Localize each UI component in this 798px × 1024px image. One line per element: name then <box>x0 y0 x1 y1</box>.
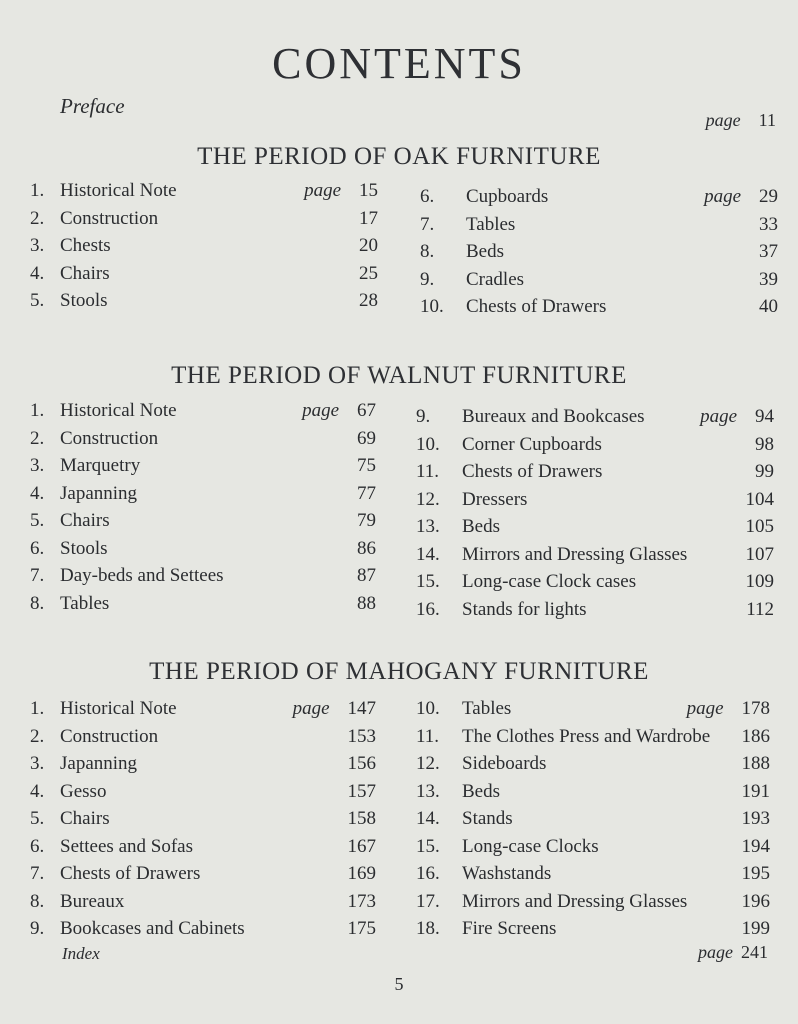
entry-page-number: 193 <box>741 808 770 829</box>
entry-page-number: 112 <box>746 598 774 620</box>
entry-number: 6. <box>30 835 45 857</box>
entry-page-number: 40 <box>759 296 778 317</box>
entry-title: Chests of Drawers <box>462 461 603 482</box>
entry-page-number: 158 <box>347 808 376 829</box>
toc-entry <box>420 269 778 295</box>
toc-entry <box>30 891 376 917</box>
entry-title: Fire Screens <box>462 918 557 939</box>
entry-title: Historical Note <box>60 400 177 421</box>
entry-page-number: 199 <box>741 918 770 939</box>
entry-page <box>742 726 771 748</box>
entry-number: 4. <box>30 780 45 802</box>
entry-page <box>357 538 376 560</box>
entry-title: Stools <box>60 290 108 311</box>
entry-number: 6. <box>420 186 435 207</box>
entry-page <box>746 599 774 621</box>
toc-entry <box>30 180 378 206</box>
entry-page-number: 191 <box>741 780 770 802</box>
entry-number: 3. <box>30 235 45 256</box>
entry-number: 16. <box>416 863 440 884</box>
entry-page-number: 156 <box>347 753 376 774</box>
entry-page-number: 39 <box>759 268 778 290</box>
entry-page-number: 86 <box>357 537 376 559</box>
entry-page <box>742 891 771 913</box>
index-page-word: page <box>698 942 733 962</box>
entry-number: 2. <box>30 427 45 449</box>
entry-page <box>687 698 770 720</box>
entry-page <box>704 186 778 208</box>
entry-title: Long-case Clocks <box>462 835 599 857</box>
entry-number: 11. <box>416 725 440 747</box>
entry-page <box>359 290 378 312</box>
entry-number: 4. <box>30 482 45 504</box>
entry-title: Cradles <box>466 268 525 290</box>
entry-title: Stools <box>60 537 108 559</box>
entry-number: 12. <box>416 753 440 774</box>
entry-title: Japanning <box>60 753 138 774</box>
entry-number: 9. <box>416 406 431 427</box>
entry-page-number: 88 <box>357 592 376 614</box>
entry-page-number: 195 <box>741 863 770 884</box>
entry-page <box>348 726 377 748</box>
toc-entry <box>416 406 774 432</box>
entry-page-number: 20 <box>359 235 378 256</box>
entry-number: 3. <box>30 753 45 774</box>
toc-entry <box>416 516 774 542</box>
entry-title: Chairs <box>60 510 110 531</box>
toc-entry <box>30 208 378 234</box>
preface-page <box>706 110 776 131</box>
entry-title: Chairs <box>60 262 110 284</box>
entry-page-word: page <box>686 698 724 719</box>
toc-entry <box>30 455 376 481</box>
entry-number: 17. <box>416 890 440 912</box>
entry-page-number: 175 <box>347 918 376 939</box>
entry-title: Tables <box>462 698 512 719</box>
entry-page <box>359 208 378 230</box>
entry-page <box>755 434 774 456</box>
entry-page <box>742 753 771 775</box>
toc-entry <box>416 863 770 889</box>
entry-number: 12. <box>416 488 440 510</box>
entry-page <box>357 565 376 587</box>
toc-entry <box>30 781 376 807</box>
entry-number: 5. <box>30 290 45 311</box>
entry-page-number: 194 <box>741 835 770 857</box>
entry-page-number: 178 <box>741 698 770 719</box>
preface-label: Preface <box>60 94 125 118</box>
entry-title: Chairs <box>60 808 110 829</box>
entry-number: 7. <box>30 863 45 884</box>
index-page <box>698 942 768 963</box>
toc-entry <box>30 593 376 619</box>
entry-page <box>302 400 376 422</box>
entry-number: 1. <box>30 180 45 201</box>
entry-page-number: 17 <box>359 207 378 229</box>
toc-entry <box>30 483 376 509</box>
entry-title: Stands <box>462 808 513 829</box>
entry-number: 14. <box>416 543 440 565</box>
entry-page <box>348 863 377 885</box>
entry-page-number: 196 <box>741 890 770 912</box>
entry-title: Tables <box>60 592 110 614</box>
entry-number: 15. <box>416 835 440 857</box>
entry-page <box>348 891 377 913</box>
preface-page-word: page <box>705 110 741 130</box>
entry-number: 9. <box>420 268 435 290</box>
entry-page <box>348 753 377 775</box>
entry-page-word: page <box>292 698 330 719</box>
preface-page-number: 11 <box>758 110 776 130</box>
entry-page-number: 67 <box>357 400 376 421</box>
toc-entry <box>30 263 378 289</box>
entry-page <box>746 544 775 566</box>
entry-number: 5. <box>30 808 45 829</box>
toc-entry <box>30 753 376 779</box>
entry-page-number: 69 <box>357 427 376 449</box>
entry-page <box>348 808 377 830</box>
entry-page-number: 87 <box>357 565 376 586</box>
entry-page <box>742 836 771 858</box>
entry-page-number: 105 <box>745 516 774 537</box>
entry-number: 3. <box>30 455 45 476</box>
entry-page <box>357 510 376 532</box>
toc-entry <box>30 726 376 752</box>
entry-title: Japanning <box>60 482 138 504</box>
toc-entry <box>416 753 770 779</box>
entry-page-number: 33 <box>759 213 778 235</box>
index-label: Index <box>62 944 100 963</box>
toc-entry <box>416 781 770 807</box>
entry-page-word: page <box>302 400 339 421</box>
entry-page <box>357 455 376 477</box>
entry-title: Construction <box>60 427 159 449</box>
toc-entry <box>420 241 778 267</box>
entry-page <box>746 516 775 538</box>
entry-title: Marquetry <box>60 455 141 476</box>
toc-entry <box>30 428 376 454</box>
entry-number: 16. <box>416 598 440 620</box>
entry-page-number: 79 <box>357 510 376 531</box>
entry-page-number: 167 <box>347 835 376 857</box>
toc-entry <box>30 565 376 591</box>
toc-entry <box>30 918 376 944</box>
entry-page-number: 29 <box>759 186 778 207</box>
entry-page <box>759 241 778 263</box>
toc-entry <box>416 836 770 862</box>
toc-entry <box>416 571 774 597</box>
entry-page-number: 173 <box>347 890 376 912</box>
entry-page-number: 153 <box>347 725 376 747</box>
toc-entry <box>420 186 778 212</box>
entry-title: Mirrors and Dressing Glasses <box>462 890 688 912</box>
entry-page <box>759 269 778 291</box>
toc-entry <box>416 918 770 944</box>
entry-page <box>759 296 778 318</box>
toc-entry <box>30 510 376 536</box>
entry-title: Long-case Clock cases <box>462 571 637 592</box>
entry-title: Mirrors and Dressing Glasses <box>462 543 688 565</box>
entry-page-word: page <box>304 180 341 201</box>
entry-title: Beds <box>466 241 504 262</box>
entry-page <box>357 483 376 505</box>
section-title-walnut: THE PERIOD OF WALNUT FURNITURE <box>171 362 627 389</box>
entry-title: Cupboards <box>466 186 549 207</box>
section-title-mahogany: THE PERIOD OF MAHOGANY FURNITURE <box>149 658 649 685</box>
entry-title: Bureaux and Bookcases <box>462 406 645 427</box>
entry-title: Corner Cupboards <box>462 433 602 455</box>
entry-page <box>700 406 774 428</box>
toc-entry <box>416 599 774 625</box>
entry-page-number: 186 <box>741 725 770 747</box>
entry-title: Chests <box>60 235 111 256</box>
entry-title: The Clothes Press and Wardrobe <box>462 725 711 747</box>
entry-number: 7. <box>30 565 45 586</box>
entry-title: Day-beds and Settees <box>60 565 224 586</box>
entry-title: Chests of Drawers <box>60 863 201 884</box>
entry-number: 7. <box>420 213 435 235</box>
entry-title: Bookcases and Cabinets <box>60 918 245 939</box>
entry-number: 9. <box>30 918 45 939</box>
entry-page <box>742 863 771 885</box>
entry-number: 11. <box>416 461 440 482</box>
entry-page-number: 37 <box>759 241 778 262</box>
entry-page-number: 188 <box>741 753 770 774</box>
entry-page-number: 99 <box>755 461 774 482</box>
entry-page-number: 147 <box>347 698 376 719</box>
entry-number: 10. <box>416 698 440 719</box>
toc-entry <box>416 434 774 460</box>
entry-page <box>742 918 771 940</box>
entry-page-number: 98 <box>755 433 774 455</box>
toc-entry <box>416 808 770 834</box>
entry-page-number: 77 <box>357 482 376 504</box>
toc-entry <box>416 698 770 724</box>
toc-entry <box>420 214 778 240</box>
toc-entry <box>30 235 378 261</box>
entry-page <box>357 428 376 450</box>
entry-title: Tables <box>466 213 516 235</box>
entry-number: 10. <box>420 296 444 317</box>
entry-page <box>759 214 778 236</box>
toc-entry <box>416 891 770 917</box>
toc-entry <box>416 489 774 515</box>
entry-title: Beds <box>462 516 500 537</box>
entry-number: 10. <box>416 433 440 455</box>
entry-number: 8. <box>30 592 45 614</box>
entry-page <box>359 263 378 285</box>
entry-page-number: 94 <box>755 406 774 427</box>
entry-page-number: 169 <box>347 863 376 884</box>
toc-entry <box>416 726 770 752</box>
entry-title: Construction <box>60 207 159 229</box>
entry-page <box>348 918 377 940</box>
entry-number: 18. <box>416 918 440 939</box>
toc-entry <box>30 400 376 426</box>
toc-entry <box>30 863 376 889</box>
entry-page-number: 104 <box>745 488 774 510</box>
entry-title: Chests of Drawers <box>466 296 607 317</box>
entry-number: 5. <box>30 510 45 531</box>
entry-page <box>742 808 771 830</box>
toc-entry <box>30 836 376 862</box>
toc-entry <box>416 461 774 487</box>
entry-page-number: 107 <box>745 543 774 565</box>
entry-page <box>357 593 376 615</box>
entry-number: 2. <box>30 207 45 229</box>
entry-number: 13. <box>416 780 440 802</box>
entry-title: Settees and Sofas <box>60 835 193 857</box>
entry-page-number: 75 <box>357 455 376 476</box>
entry-number: 15. <box>416 571 440 592</box>
entry-number: 1. <box>30 400 45 421</box>
section-title-oak: THE PERIOD OF OAK FURNITURE <box>197 143 601 170</box>
entry-title: Historical Note <box>60 698 177 719</box>
entry-page <box>746 571 775 593</box>
entry-page-word: page <box>704 186 741 207</box>
entry-page-number: 109 <box>745 571 774 592</box>
entry-page <box>293 698 376 720</box>
entry-title: Stands for lights <box>462 598 587 620</box>
entry-page <box>755 461 774 483</box>
toc-entry <box>416 544 774 570</box>
entry-page-number: 28 <box>359 290 378 311</box>
entry-number: 2. <box>30 725 45 747</box>
toc-entry <box>420 296 778 322</box>
toc-entry <box>30 538 376 564</box>
index-page-number: 241 <box>741 942 768 962</box>
entry-number: 4. <box>30 262 45 284</box>
entry-number: 1. <box>30 698 45 719</box>
entry-number: 14. <box>416 808 440 829</box>
entry-title: Bureaux <box>60 890 125 912</box>
entry-number: 13. <box>416 516 440 537</box>
entry-page-number: 15 <box>359 180 378 201</box>
entry-page <box>742 781 771 803</box>
toc-entry <box>30 290 378 316</box>
toc-entry <box>30 698 376 724</box>
entry-number: 8. <box>420 241 435 262</box>
entry-title: Construction <box>60 725 159 747</box>
entry-page <box>348 836 377 858</box>
entry-title: Historical Note <box>60 180 177 201</box>
entry-page <box>304 180 378 202</box>
entry-title: Beds <box>462 780 500 802</box>
entry-number: 6. <box>30 537 45 559</box>
entry-page-number: 157 <box>347 780 376 802</box>
folio-page-number: 5 <box>394 974 404 994</box>
entry-number: 8. <box>30 890 45 912</box>
entry-title: Washstands <box>462 863 552 884</box>
entry-title: Gesso <box>60 780 107 802</box>
entry-page <box>746 489 775 511</box>
entry-page-number: 25 <box>359 262 378 284</box>
page-title: CONTENTS <box>272 39 526 88</box>
entry-title: Sideboards <box>462 753 547 774</box>
toc-entry <box>30 808 376 834</box>
entry-title: Dressers <box>462 488 528 510</box>
entry-page <box>359 235 378 257</box>
entry-page <box>348 781 377 803</box>
entry-page-word: page <box>700 406 737 427</box>
